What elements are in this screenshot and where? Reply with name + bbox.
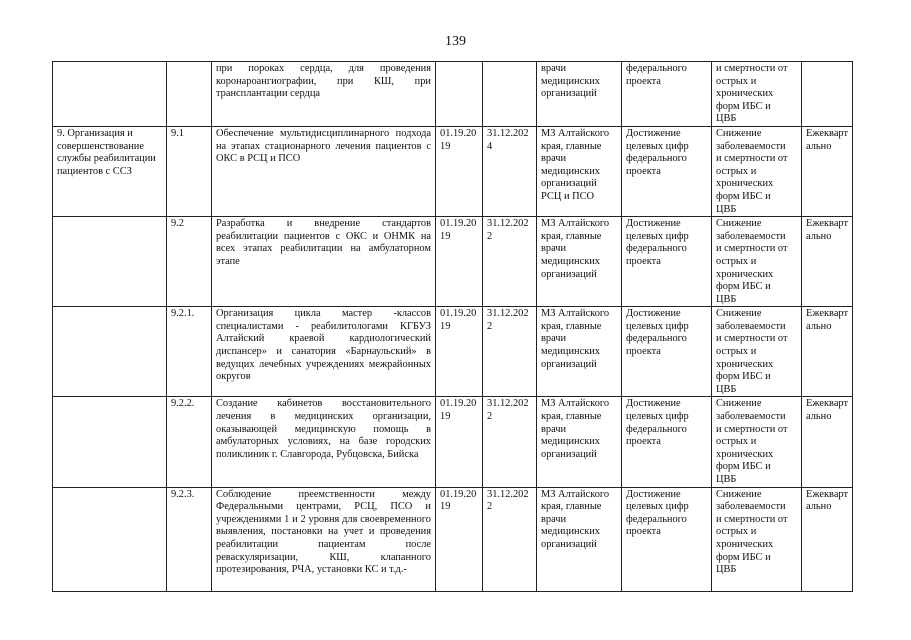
page-number: 139 bbox=[445, 34, 466, 49]
indicator-cell: и смертности от острых и хронических форм ИБС и ЦВБ bbox=[712, 62, 802, 127]
start-date-cell: 01.19.20 19 bbox=[436, 307, 483, 397]
action-cell: Организация цикла мастер -классов специалистами - реабилитологами КГБУЗ Алтайский краевой кардиологический диспансер» и санатория «Барнаульский» в ведущих лечебных учреждениях межрайонных округов bbox=[212, 307, 436, 397]
period-cell: Ежекварт ально bbox=[802, 217, 853, 307]
end-date-cell: 31.12.202 4 bbox=[483, 126, 537, 216]
start-date-cell: 01.19.20 19 bbox=[436, 487, 483, 591]
table-row bbox=[53, 397, 853, 487]
executor-cell: МЗ Алтайского края, главные врачи медицинских организаций bbox=[537, 397, 622, 487]
task-cell bbox=[53, 62, 167, 127]
item-number-cell: 9.2.3. bbox=[167, 487, 212, 591]
table-row bbox=[53, 217, 853, 307]
item-number-cell: 9.2.2. bbox=[167, 397, 212, 487]
table-row bbox=[53, 307, 853, 397]
start-date-cell: 01.19.20 19 bbox=[436, 217, 483, 307]
result-cell: Достижение целевых цифр федерального проекта bbox=[622, 126, 712, 216]
indicator-cell: Снижение заболеваемости и смертности от острых и хронических форм ИБС и ЦВБ bbox=[712, 487, 802, 591]
end-date-cell: 31.12.202 2 bbox=[483, 217, 537, 307]
executor-cell: МЗ Алтайского края, главные врачи медицинских организаций bbox=[537, 487, 622, 591]
start-date-cell: 01.19.20 19 bbox=[436, 126, 483, 216]
table-row bbox=[53, 487, 853, 591]
task-cell: 9. Организация и совершенствование службы реабилитации пациентов с ССЗ bbox=[53, 126, 167, 216]
end-date-cell bbox=[483, 62, 537, 127]
action-cell: при пороках сердца, для проведения коронароангиографии, при КШ, при трансплантации сердца bbox=[212, 62, 436, 127]
indicator-cell: Снижение заболеваемости и смертности от острых и хронических форм ИБС и ЦВБ bbox=[712, 126, 802, 216]
start-date-cell bbox=[436, 62, 483, 127]
period-cell: Ежекварт ально bbox=[802, 487, 853, 591]
period-cell: Ежекварт ально bbox=[802, 397, 853, 487]
result-cell: Достижение целевых цифр федерального проекта bbox=[622, 217, 712, 307]
measures-table-body bbox=[53, 62, 853, 592]
task-cell bbox=[53, 397, 167, 487]
result-cell: Достижение целевых цифр федерального проекта bbox=[622, 487, 712, 591]
action-cell: Соблюдение преемственности между Федеральными центрами, РСЦ, ПСО и учреждениями 1 и 2 уровня для своевременного выявления, постановки на учет и проведения реабилитации пациентам после реваскуляризации, КШ, клапанного протезирования, РЧА, установки КС и т.д.- bbox=[212, 487, 436, 591]
item-number-cell: 9.2 bbox=[167, 217, 212, 307]
start-date-cell: 01.19.20 19 bbox=[436, 397, 483, 487]
period-cell bbox=[802, 62, 853, 127]
item-number-cell: 9.1 bbox=[167, 126, 212, 216]
indicator-cell: Снижение заболеваемости и смертности от острых и хронических форм ИБС и ЦВБ bbox=[712, 397, 802, 487]
executor-cell: МЗ Алтайского края, главные врачи медицинских организаций bbox=[537, 307, 622, 397]
measures-table bbox=[52, 61, 853, 592]
action-cell: Разработка и внедрение стандартов реабилитации пациентов с ОКС и ОНМК на всех этапах реабилитации на амбулаторном этапе bbox=[212, 217, 436, 307]
action-cell: Обеспечение мультидисциплинарного подхода на этапах стационарного лечения пациентов с ОКС в РСЦ и ПСО bbox=[212, 126, 436, 216]
indicator-cell: Снижение заболеваемости и смертности от острых и хронических форм ИБС и ЦВБ bbox=[712, 307, 802, 397]
end-date-cell: 31.12.202 2 bbox=[483, 487, 537, 591]
executor-cell: врачи медицинских организаций bbox=[537, 62, 622, 127]
item-number-cell bbox=[167, 62, 212, 127]
period-cell: Ежекварт ально bbox=[802, 307, 853, 397]
result-cell: федерального проекта bbox=[622, 62, 712, 127]
end-date-cell: 31.12.202 2 bbox=[483, 307, 537, 397]
executor-cell: МЗ Алтайского края, главные врачи медицинских организаций bbox=[537, 217, 622, 307]
task-cell bbox=[53, 217, 167, 307]
period-cell: Ежекварт ально bbox=[802, 126, 853, 216]
task-cell bbox=[53, 307, 167, 397]
item-number-cell: 9.2.1. bbox=[167, 307, 212, 397]
table-row bbox=[53, 62, 853, 127]
result-cell: Достижение целевых цифр федерального проекта bbox=[622, 307, 712, 397]
indicator-cell: Снижение заболеваемости и смертности от острых и хронических форм ИБС и ЦВБ bbox=[712, 217, 802, 307]
executor-cell: МЗ Алтайского края, главные врачи медицинских организаций РСЦ и ПСО bbox=[537, 126, 622, 216]
table-row bbox=[53, 126, 853, 216]
task-cell bbox=[53, 487, 167, 591]
result-cell: Достижение целевых цифр федерального проекта bbox=[622, 397, 712, 487]
end-date-cell: 31.12.202 2 bbox=[483, 397, 537, 487]
action-cell: Создание кабинетов восстановительного лечения в медицинских организации, оказывающей медицинскую помощь в амбулаторных условиях, на базе городских поликлиник г. Славгорода, Рубцовска, Бийска bbox=[212, 397, 436, 487]
